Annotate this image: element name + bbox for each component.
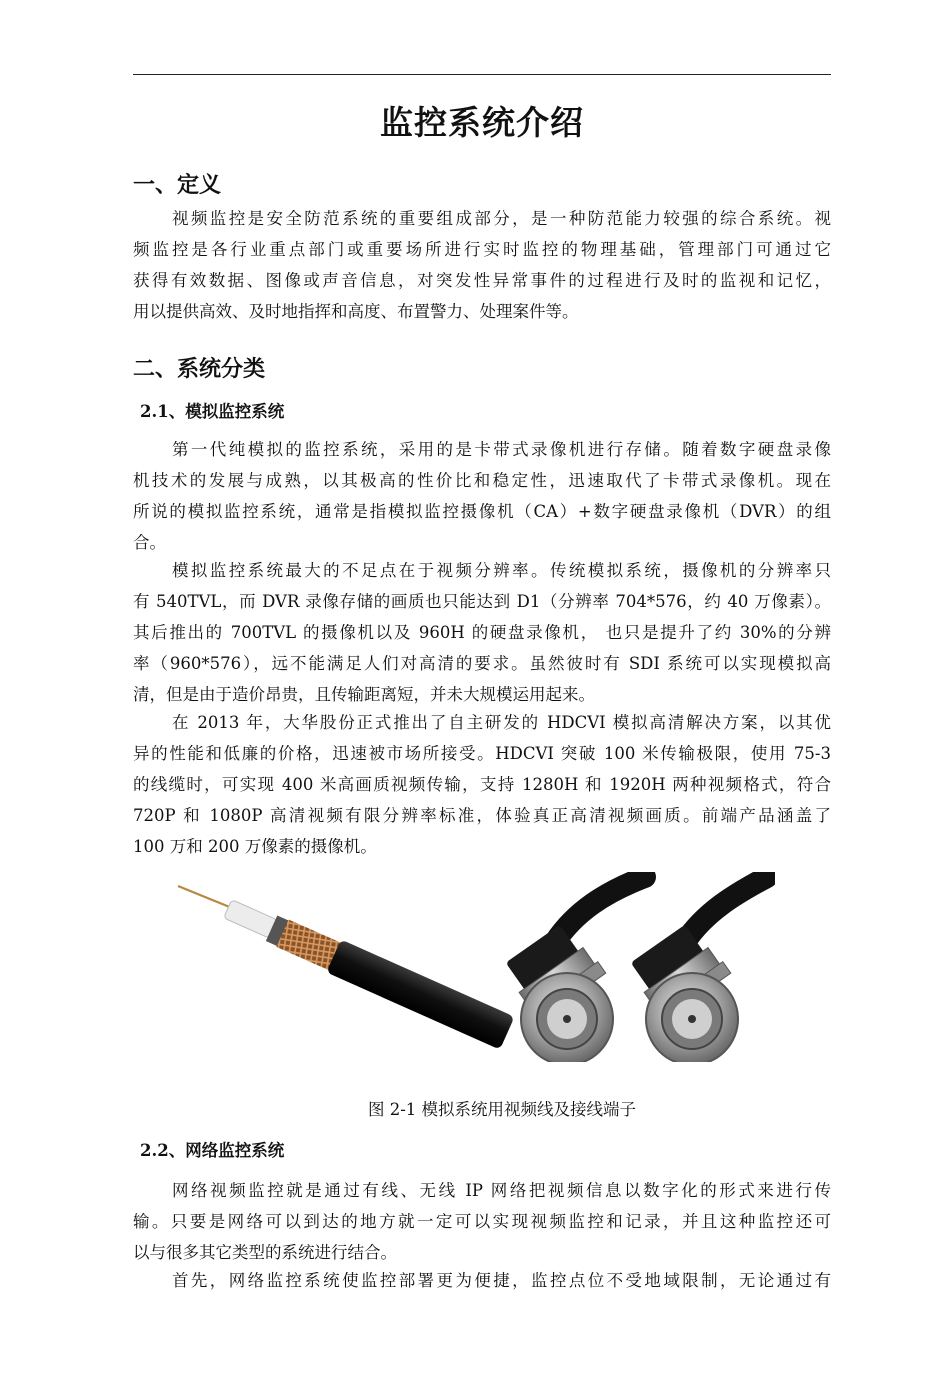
paragraph-line: 清，但是由于造价昂贵，且传输距离短，并未大规模运用起来。 xyxy=(133,685,595,704)
paragraph-line: 率（960*576），远不能满足人们对高清的要求。虽然彼时有 SDI 系统可以实现模拟高 xyxy=(133,654,831,673)
paragraph-line: 网络视频监控就是通过有线、无线 IP 网络把视频信息以数字化的形式来进行传 xyxy=(172,1181,831,1200)
figure-caption: 图 2-1 模拟系统用视频线及接线端子 xyxy=(367,1100,637,1119)
section-heading-definition: 一、定义 xyxy=(133,172,222,198)
paragraph-line: 用以提供高效、及时地指挥和高度、布置警力、处理案件等。 xyxy=(133,302,579,321)
section-heading-classification: 二、系统分类 xyxy=(133,356,266,382)
subsection-heading-network: 2.2、网络监控系统 xyxy=(140,1141,285,1160)
paragraph-network-1 xyxy=(133,1175,831,1268)
bnc-connector-right-image xyxy=(622,877,767,1062)
bnc-connector-left-image xyxy=(497,877,645,1062)
paragraph-line: 所说的模拟监控系统，通常是指模拟监控摄像机（CA）+数字硬盘录像机（DVR）的组 xyxy=(133,502,831,521)
paragraph-line: 视频监控是安全防范系统的重要组成部分，是一种防范能力较强的综合系统。视 xyxy=(172,209,831,228)
paragraph-line: 在 2013 年，大华股份正式推出了自主研发的 HDCVI 模拟高清解决方案，以其优 xyxy=(172,713,831,732)
paragraph-line: 首先，网络监控系统使监控部署更为便捷，监控点位不受地域限制，无论通过有 xyxy=(172,1271,831,1290)
paragraph-line: 机技术的发展与成熟，以其极高的性价比和稳定性，迅速取代了卡带式录像机。现在 xyxy=(133,471,831,490)
paragraph-network-2 xyxy=(133,1265,831,1296)
header-rule xyxy=(133,74,831,75)
document-title: 监控系统介绍 xyxy=(380,103,584,142)
paragraph-line: 有 540TVL，而 DVR 录像存储的画质也只能达到 D1（分辨率 704*576，约 40 万像素）。 xyxy=(133,592,831,611)
paragraph-line: 模拟监控系统最大的不足点在于视频分辨率。传统模拟系统，摄像机的分辨率只 xyxy=(172,561,831,580)
paragraph-analog-3 xyxy=(133,707,831,862)
paragraph-line: 输。只要是网络可以到达的地方就一定可以实现视频监控和记录，并且这种监控还可 xyxy=(133,1212,831,1231)
coax-cable-image xyxy=(178,886,515,1050)
paragraph-analog-1 xyxy=(133,434,831,558)
paragraph-line: 获得有效数据、图像或声音信息，对突发性异常事件的过程进行及时的监视和记忆， xyxy=(133,271,831,290)
paragraph-analog-2 xyxy=(133,555,831,710)
paragraph-line: 异的性能和低廉的价格，迅速被市场所接受。HDCVI 突破 100 米传输极限，使用 75-3 xyxy=(133,744,831,763)
paragraph-line: 第一代纯模拟的监控系统，采用的是卡带式录像机进行存储。随着数字硬盘录像 xyxy=(172,440,831,459)
paragraph-line: 频监控是各行业重点部门或重要场所进行实时监控的物理基础，管理部门可通过它 xyxy=(133,240,831,259)
paragraph-line: 其后推出的 700TVL 的摄像机以及 960H 的硬盘录像机， 也只是提升了约 30%的分辨 xyxy=(133,623,831,642)
paragraph-line: 100 万和 200 万像素的摄像机。 xyxy=(133,837,377,856)
paragraph-line: 合。 xyxy=(133,533,166,552)
paragraph-line: 720P 和 1080P 高清视频有限分辨率标准，体验真正高清视频画质。前端产品涵盖了 xyxy=(133,806,831,825)
paragraph-definition xyxy=(133,203,831,327)
figure-cable-and-connectors xyxy=(175,872,775,1062)
paragraph-line: 的线缆时，可实现 400 米高画质视频传输，支持 1280H 和 1920H 两种视频格式，符合 xyxy=(133,775,831,794)
subsection-heading-analog: 2.1、模拟监控系统 xyxy=(140,402,285,421)
paragraph-line: 以与很多其它类型的系统进行结合。 xyxy=(133,1243,397,1262)
